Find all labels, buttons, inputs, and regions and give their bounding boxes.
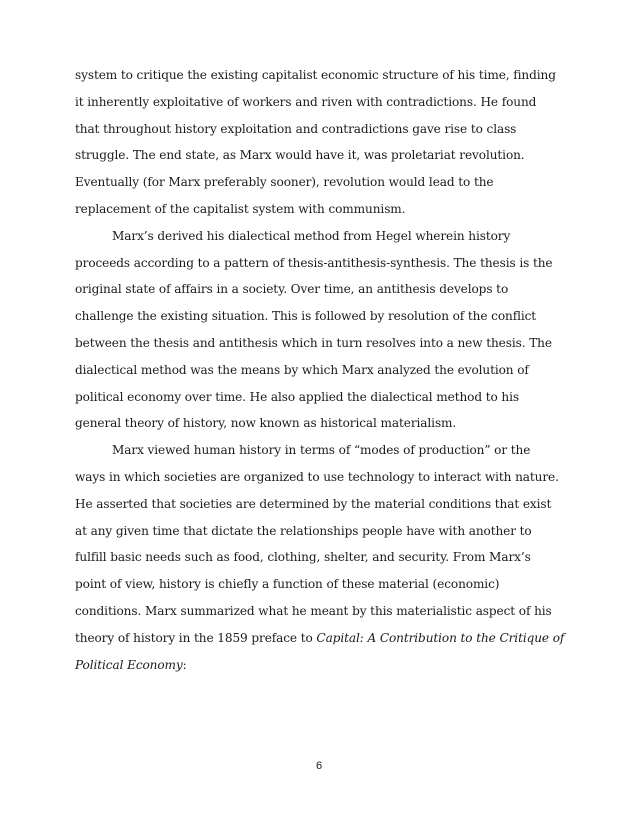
body-text xyxy=(75,62,571,678)
text-segment: theory of history in the 1859 preface to xyxy=(75,630,317,645)
paragraph-first-line: Marx’s derived his dialectical method from Hegel wherein history xyxy=(112,228,511,243)
colon-suffix: : xyxy=(182,657,187,672)
text-line-final xyxy=(75,652,571,679)
text-line: fulfill basic needs such as food, clothing, shelter, and security. From Marx’s xyxy=(75,550,531,565)
page-number: 6 xyxy=(315,760,323,772)
book-title-italic: Capital: A Contribution to the Critique of xyxy=(316,630,565,645)
text-line: at any given time that dictate the relationships people have with another to xyxy=(75,523,532,538)
text-line: general theory of history, now known as historical materialism. xyxy=(75,416,457,431)
text-line: that throughout history exploitation and contradictions gave rise to class xyxy=(75,121,517,136)
text-line: point of view, history is chiefly a function of these material (economic) xyxy=(75,577,500,592)
text-line: system to critique the existing capitalist economic structure of his time, finding xyxy=(75,68,556,82)
text-line: He asserted that societies are determined by the material conditions that exist xyxy=(75,496,552,511)
text-line: conditions. Marx summarized what he meant by this materialistic aspect of his xyxy=(75,603,552,618)
text-line: dialectical method was the means by which Marx analyzed the evolution of xyxy=(75,362,529,377)
text-line: challenge the existing situation. This is followed by resolution of the conflict xyxy=(75,309,537,324)
book-title-italic-continued: Political Economy xyxy=(75,657,183,672)
text-line: political economy over time. He also applied the dialectical method to his xyxy=(75,389,519,404)
text-line: struggle. The end state, as Marx would have it, was proletariat revolution. xyxy=(75,148,525,163)
text-line: it inherently exploitative of workers and riven with contradictions. He found xyxy=(75,94,537,109)
text-line: replacement of the capitalist system with communism. xyxy=(75,201,406,216)
text-line: ways in which societies are organized to use technology to interact with nature. xyxy=(75,469,559,484)
text-line: proceeds according to a pattern of thesis-antithesis-synthesis. The thesis is the xyxy=(75,255,553,270)
text-line: Eventually (for Marx preferably sooner), revolution would lead to the xyxy=(75,175,494,190)
text-line: between the thesis and antithesis which in turn resolves into a new thesis. The xyxy=(75,335,552,350)
paragraph-first-line: Marx viewed human history in terms of “modes of production” or the xyxy=(112,443,531,458)
text-line: original state of affairs in a society. Over time, an antithesis develops to xyxy=(75,282,509,297)
citation-line xyxy=(75,625,571,652)
